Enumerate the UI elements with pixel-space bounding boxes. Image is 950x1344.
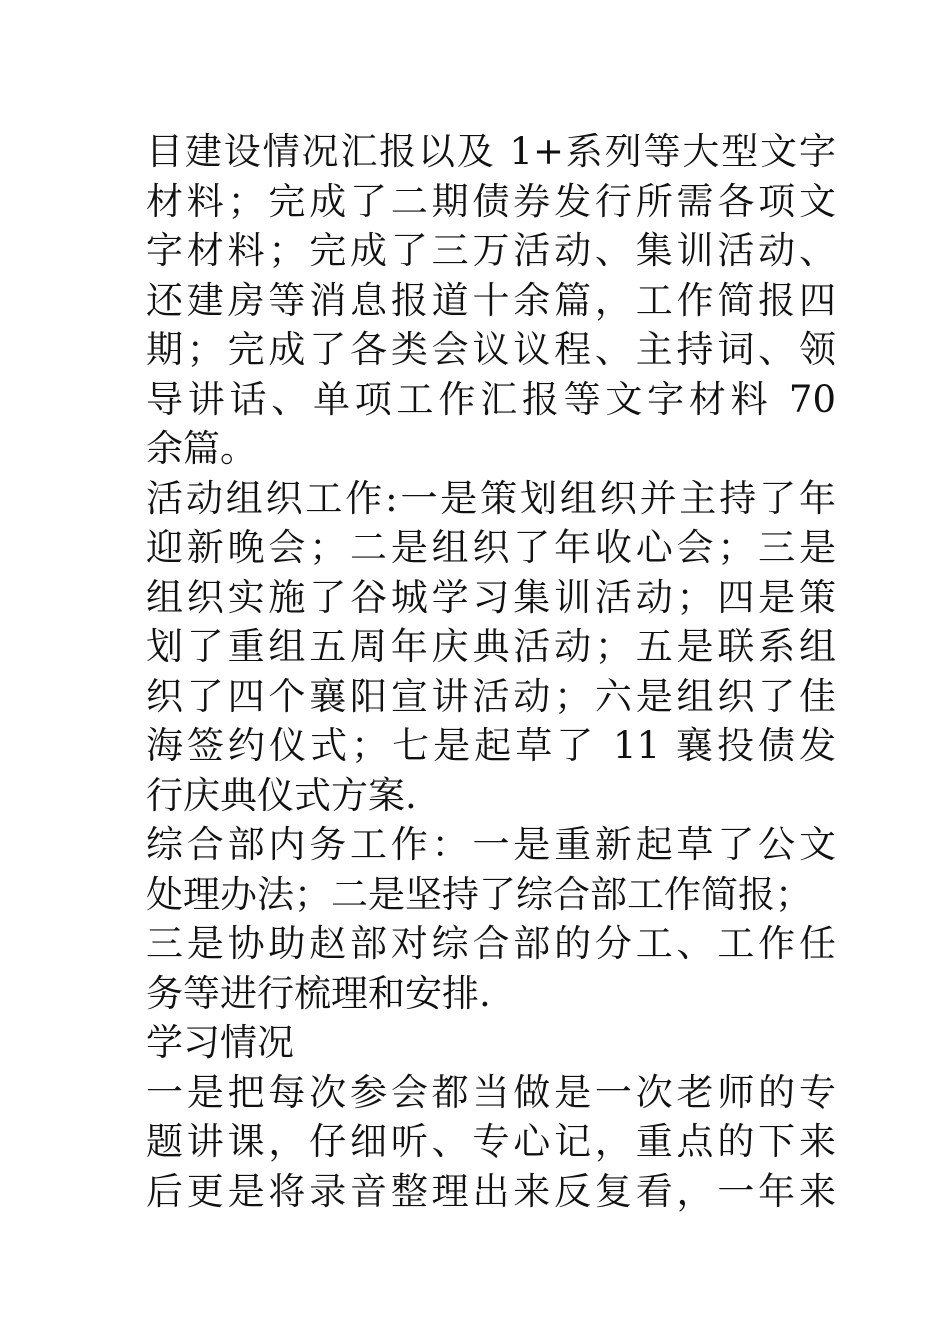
text-line: 还建房等消息报道十余篇，工作简报四	[146, 278, 836, 322]
text-line: 材料；完成了二期债券发行所需各项文	[146, 179, 836, 223]
text-line: 一是把每次参会都当做是一次老师的专	[146, 1070, 836, 1114]
text-line: 海签约仪式；七是起草了 11 襄投债发	[146, 724, 836, 767]
text-line: 三是协助赵部对综合部的分工、工作任	[146, 922, 836, 965]
text-line: 织了四个襄阳宣讲活动；六是组织了佳	[146, 674, 836, 718]
document-body-text	[146, 127, 836, 1216]
text-line: 迎新晚会；二是组织了年收心会；三是	[146, 526, 836, 569]
text-line: 后更是将录音整理出来反复看，一年来	[146, 1169, 836, 1213]
text-line: 综合部内务工作：一是重新起草了公文	[146, 823, 836, 866]
text-line: 活动组织工作:一是策划组织并主持了年	[146, 476, 836, 520]
text-line: 学习情况	[146, 1021, 294, 1064]
text-line: 目建设情况汇报以及 1+系列等大型文字	[146, 130, 836, 173]
text-line: 余篇。	[146, 427, 257, 470]
text-line: 期；完成了各类会议议程、主持词、领	[146, 328, 836, 371]
text-line: 字材料；完成了三万活动、集训活动、	[146, 229, 836, 272]
text-line: 行庆典仪式方案.	[146, 773, 417, 817]
text-line: 组织实施了谷城学习集训活动；四是策	[146, 575, 836, 619]
text-line: 务等进行梳理和安排.	[146, 971, 491, 1015]
text-line: 题讲课，仔细听、专心记，重点的下来	[146, 1120, 836, 1163]
text-line: 划了重组五周年庆典活动；五是联系组	[146, 625, 836, 668]
text-line: 处理办法；二是坚持了综合部工作简报；	[146, 872, 812, 916]
text-line: 导讲话、单项工作汇报等文字材料 70	[146, 377, 836, 421]
